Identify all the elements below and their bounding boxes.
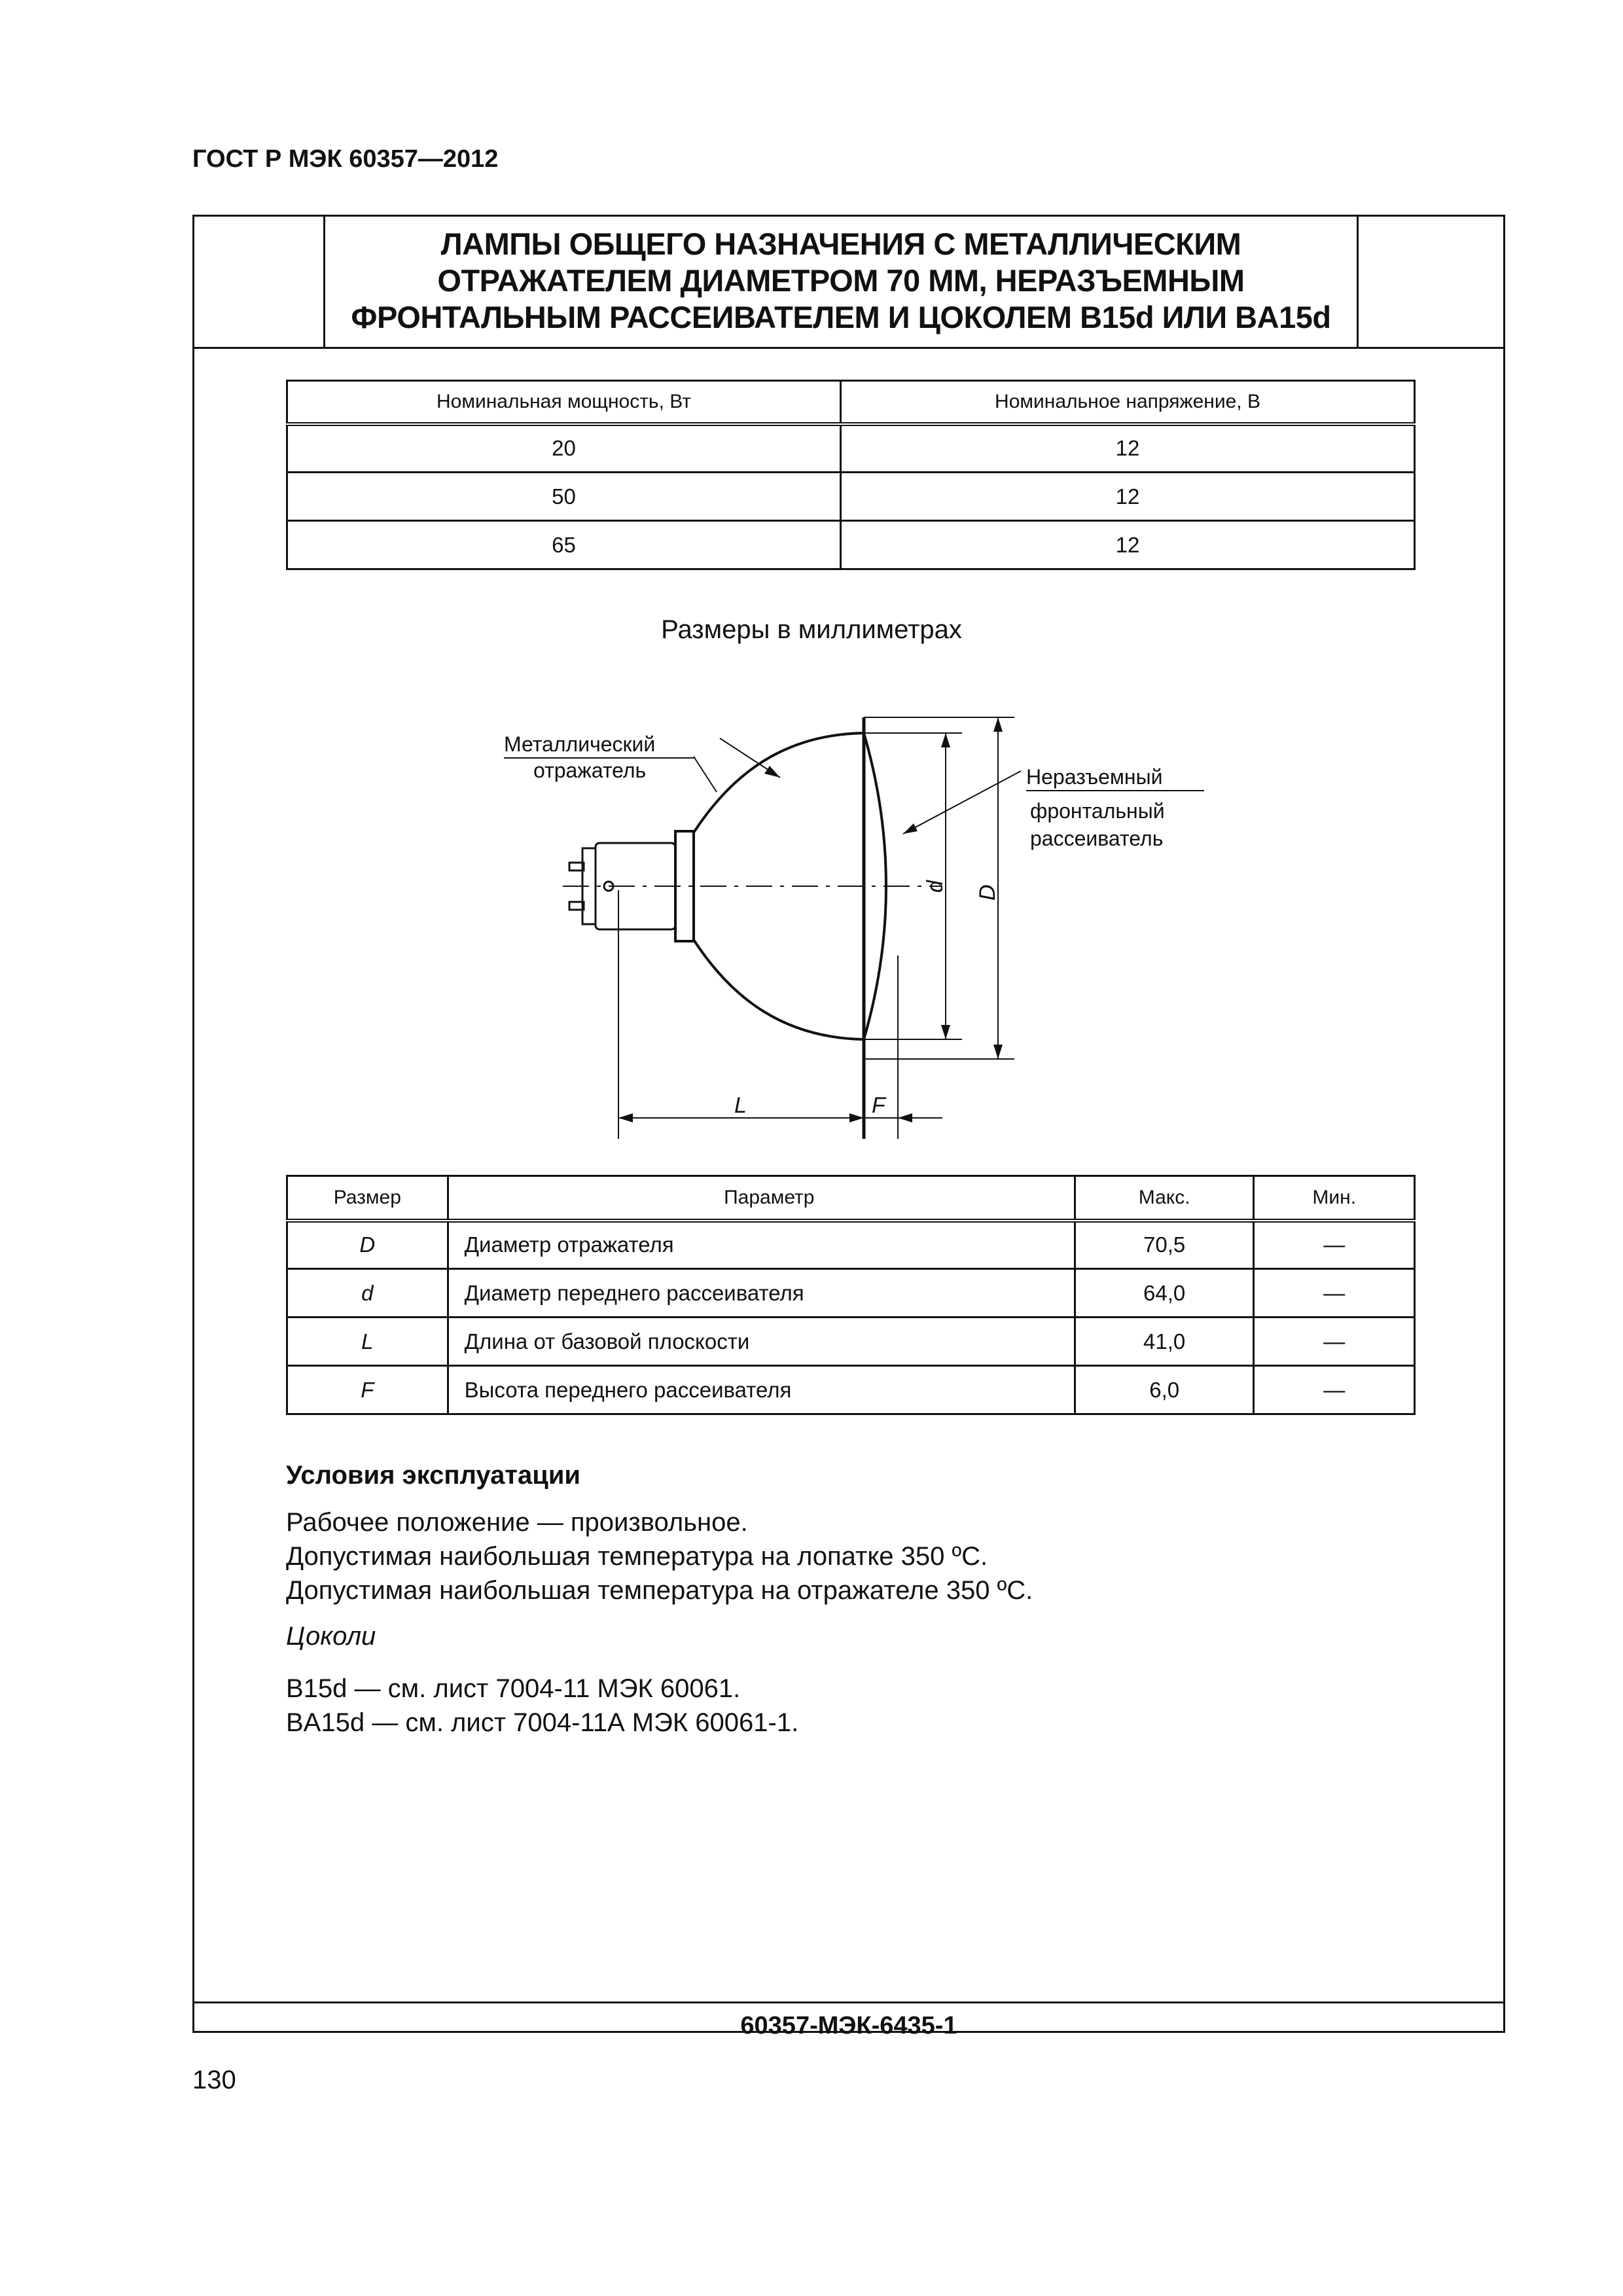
dims-param: Длина от базовой плоскости	[448, 1318, 1075, 1366]
label-cover-1: Неразъемный	[1026, 765, 1163, 789]
dims-size: L	[287, 1318, 448, 1366]
table-row	[287, 1366, 1415, 1414]
label-cover-3: рассеиватель	[1030, 827, 1164, 850]
ratings-power: 50	[287, 473, 841, 521]
dimensions-note: Размеры в миллиметрах	[661, 615, 962, 644]
table-row	[287, 1221, 1415, 1269]
dim-label-d: d	[923, 880, 948, 893]
dims-min: —	[1254, 1221, 1415, 1269]
dim-label-L: L	[734, 1093, 747, 1118]
label-cover-2: фронтальный	[1030, 799, 1165, 823]
dims-param: Диаметр переднего рассеивателя	[448, 1269, 1075, 1318]
lamp-drawing	[484, 694, 1257, 1152]
dim-label-F: F	[872, 1093, 885, 1118]
dims-min: —	[1254, 1366, 1415, 1414]
dims-min: —	[1254, 1318, 1415, 1366]
condition-line: Допустимая наибольшая температура на отражателе 350 ºС.	[286, 1576, 1033, 1605]
ratings-header-power: Номинальная мощность, Вт	[287, 381, 841, 424]
label-reflector-1: Металлический	[504, 732, 656, 756]
ratings-power: 65	[287, 521, 841, 569]
dims-param: Диаметр отражателя	[448, 1221, 1075, 1269]
conditions-heading: Условия эксплуатации	[286, 1461, 580, 1490]
table-row	[287, 521, 1415, 569]
ratings-header-voltage: Номинальное напряжение, В	[841, 381, 1415, 424]
dims-size: F	[287, 1366, 448, 1414]
ratings-voltage: 12	[841, 521, 1415, 569]
dims-min: —	[1254, 1269, 1415, 1318]
dims-size: d	[287, 1269, 448, 1318]
dims-header-min: Мин.	[1254, 1176, 1415, 1221]
condition-line: Допустимая наибольшая температура на лопатке 350 ºС.	[286, 1542, 988, 1571]
dims-max: 6,0	[1075, 1366, 1254, 1414]
ratings-table	[286, 380, 1416, 570]
ratings-power: 20	[287, 424, 841, 473]
dim-label-D: D	[975, 884, 1000, 901]
table-row	[287, 424, 1415, 473]
sheet-title: ЛАМПЫ ОБЩЕГО НАЗНАЧЕНИЯ С МЕТАЛЛИЧЕСКИМ ОТРАЖАТЕЛЕМ ДИАМЕТРОМ 70 ММ, НЕРАЗЪЕМНЫМ ФРОНТАЛЬНЫМ РАССЕИВАТЕЛЕМ И ЦОКОЛЕМ B15d ИЛИ BA15d	[351, 226, 1331, 334]
title-block	[192, 215, 1505, 349]
dims-header-size: Размер	[287, 1176, 448, 1221]
dimensions-table	[286, 1175, 1416, 1415]
table-row	[287, 1269, 1415, 1318]
cap-line: B15d — см. лист 7004-11 МЭК 60061.	[286, 1674, 741, 1703]
cap-line: BA15d — см. лист 7004-11А МЭК 60061-1.	[286, 1708, 799, 1737]
dims-header-max: Макс.	[1075, 1176, 1254, 1221]
dims-param: Высота переднего рассеивателя	[448, 1366, 1075, 1414]
label-reflector-2: отражатель	[533, 759, 647, 782]
dims-header-param: Параметр	[448, 1176, 1075, 1221]
condition-line: Рабочее положение — произвольное.	[286, 1508, 748, 1537]
caps-heading: Цоколи	[286, 1622, 376, 1651]
dims-max: 64,0	[1075, 1269, 1254, 1318]
table-row	[287, 1318, 1415, 1366]
page-number: 130	[192, 2066, 236, 2094]
table-row	[287, 473, 1415, 521]
document-code: ГОСТ Р МЭК 60357—2012	[192, 145, 499, 173]
dims-max: 70,5	[1075, 1221, 1254, 1269]
footer-divider	[192, 2001, 1505, 2003]
dims-max: 41,0	[1075, 1318, 1254, 1366]
dims-size: D	[287, 1221, 448, 1269]
sheet-code: 60357-МЭК-6435-1	[740, 2012, 957, 2039]
ratings-voltage: 12	[841, 473, 1415, 521]
ratings-voltage: 12	[841, 424, 1415, 473]
